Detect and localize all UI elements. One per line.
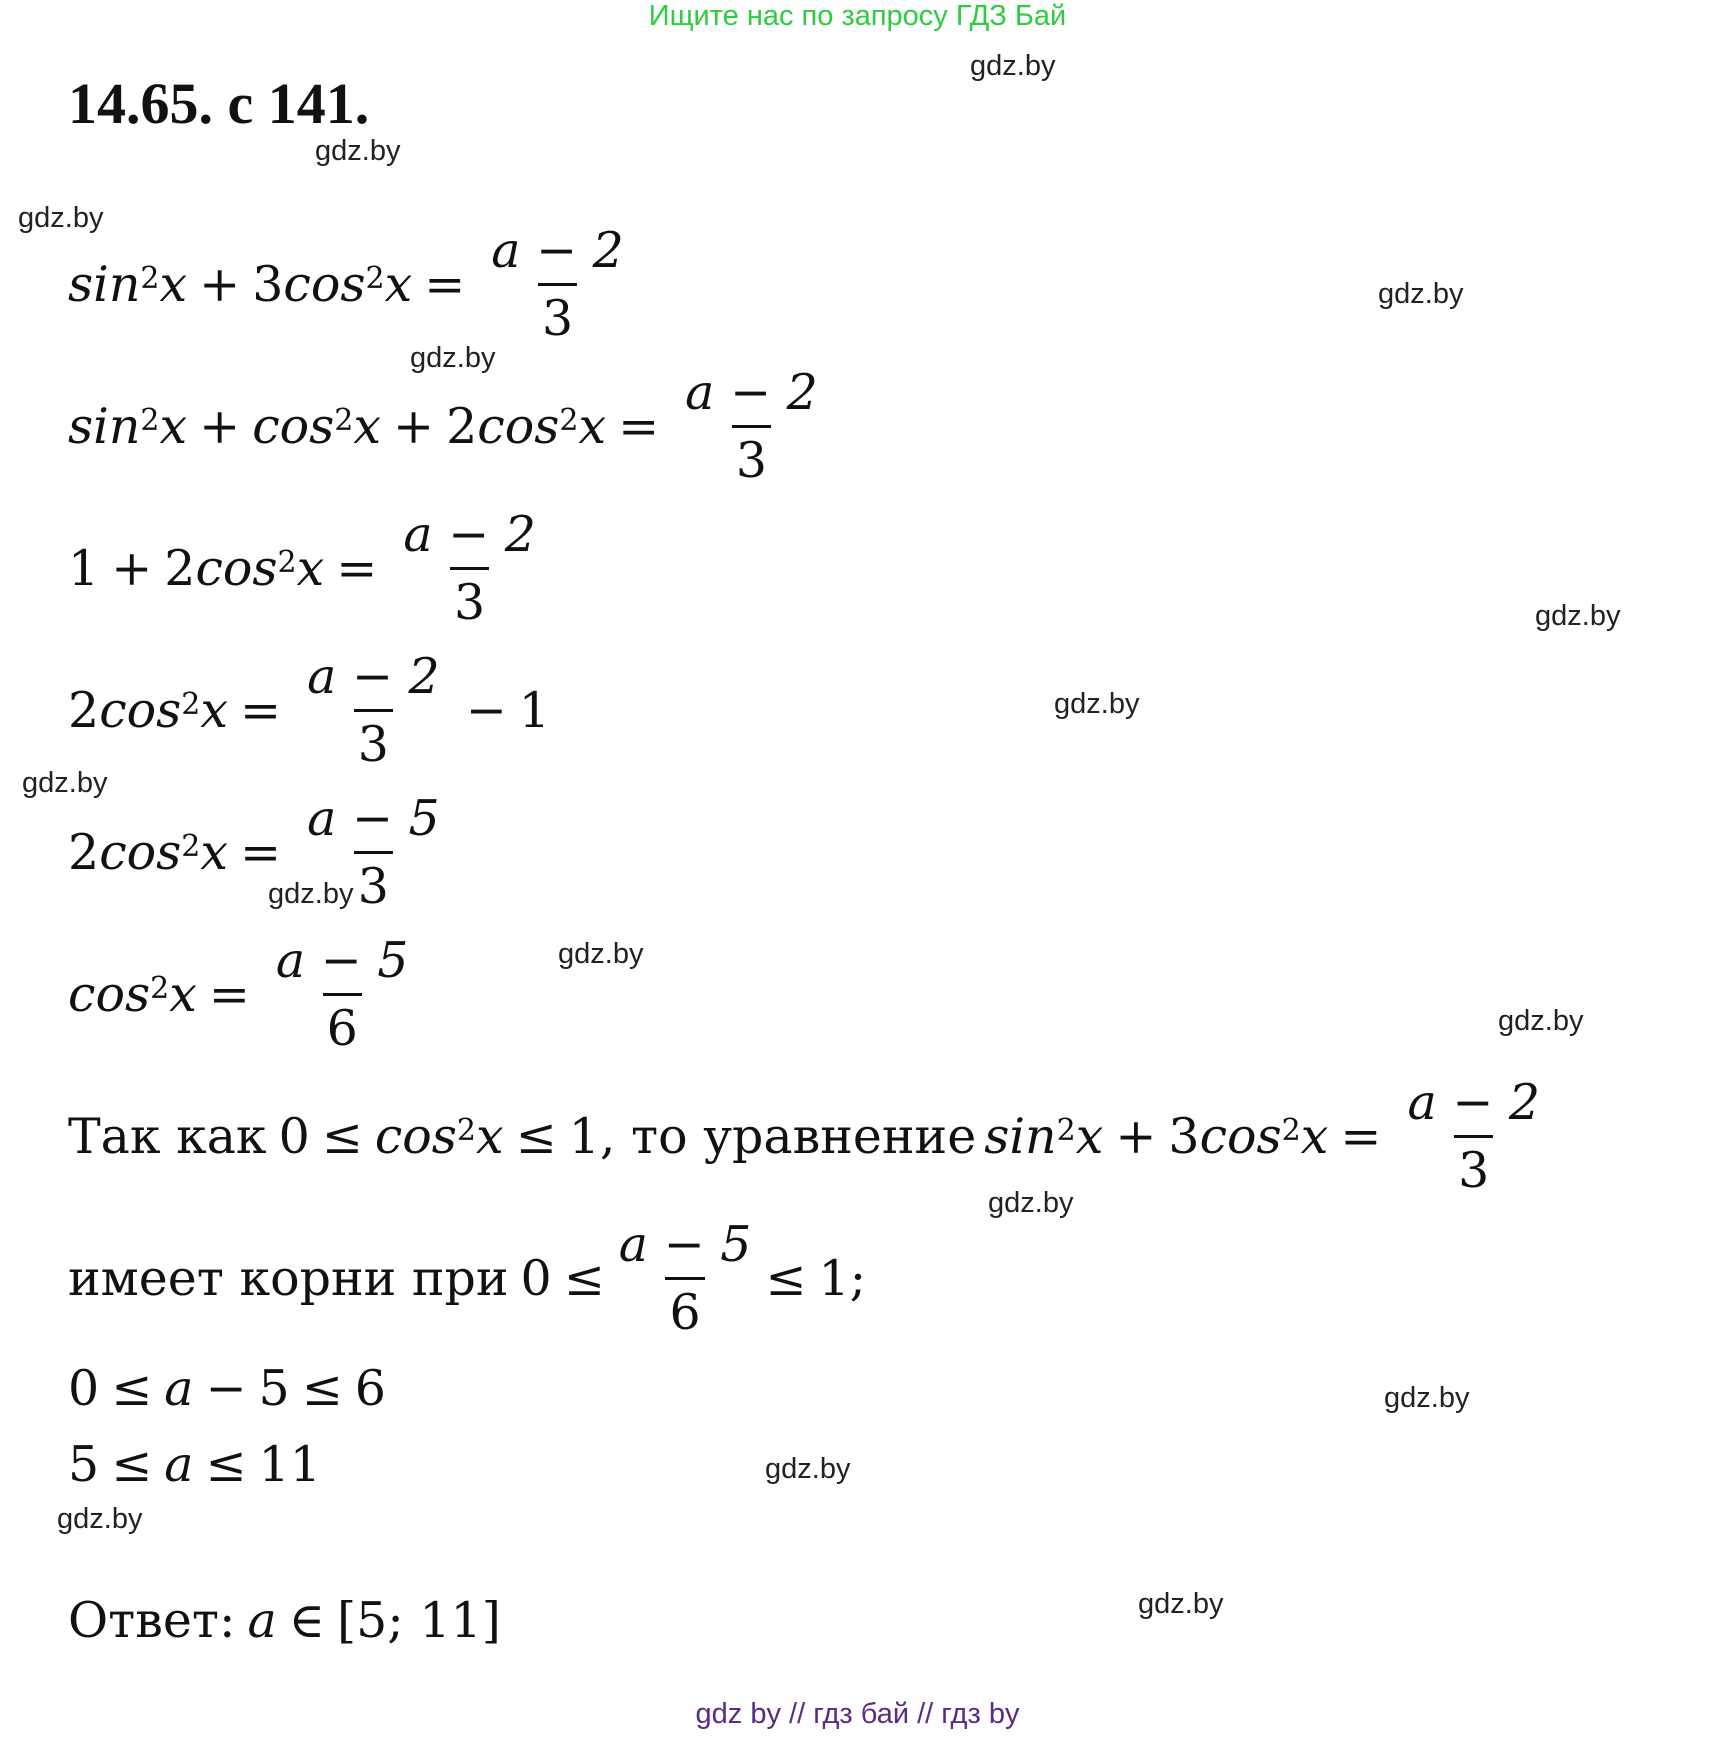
variable-x: x	[159, 256, 188, 313]
variable-x: x	[1300, 1108, 1329, 1165]
cos-term: cos	[1199, 1108, 1282, 1165]
footer-links: gdz by // гдз бай // гдз by	[695, 1698, 1020, 1730]
fraction-numerator: a − 2	[307, 648, 440, 705]
plus-sign: +	[393, 398, 435, 455]
watermark: gdz.by	[1535, 600, 1621, 632]
number: 1	[68, 540, 100, 597]
leq-sign: ≤	[111, 1360, 153, 1417]
watermark: gdz.by	[1054, 688, 1140, 720]
equals-sign: =	[1340, 1108, 1382, 1165]
equation-line-4	[68, 648, 550, 773]
exponent: 2	[181, 686, 201, 722]
fraction-numerator: a − 5	[275, 932, 409, 989]
fraction-denominator: 3	[354, 851, 393, 911]
exponent: 2	[456, 1112, 476, 1148]
equals-sign: =	[618, 398, 660, 455]
equation-line-3	[68, 506, 550, 631]
variable-x: x	[169, 966, 197, 1023]
cos-term: cos	[99, 824, 182, 881]
number: 6	[354, 1360, 386, 1417]
explanation-text: Так как	[68, 1108, 267, 1165]
fraction	[487, 222, 628, 347]
exponent: 2	[1056, 1112, 1076, 1148]
plus-sign: +	[199, 398, 241, 455]
watermark: gdz.by	[970, 50, 1056, 82]
variable-a: a	[247, 1592, 277, 1649]
fraction	[615, 1216, 756, 1341]
fraction	[303, 790, 444, 915]
leq-sign: ≤	[563, 1250, 605, 1307]
cos-term: cos	[283, 256, 366, 313]
watermark: gdz.by	[268, 878, 354, 910]
watermark: gdz.by	[22, 767, 108, 799]
exponent: 2	[140, 260, 160, 296]
variable-x: x	[200, 682, 229, 739]
watermark: gdz.by	[558, 938, 644, 970]
fraction	[303, 648, 444, 773]
minus-sign: −	[465, 682, 507, 739]
plus-sign: +	[111, 540, 153, 597]
watermark: gdz.by	[1384, 1382, 1470, 1414]
variable-x: x	[159, 398, 188, 455]
fraction-denominator: 6	[323, 993, 362, 1053]
exponent: 2	[334, 402, 354, 438]
search-banner: Ищите нас по запросу ГДЗ Бай	[648, 0, 1067, 32]
cos-term: cos	[195, 540, 278, 597]
punctuation: ;	[849, 1250, 867, 1307]
fraction-numerator: a − 2	[491, 222, 624, 279]
leq-sign: ≤	[765, 1250, 807, 1307]
fraction-numerator: a − 2	[1407, 1074, 1541, 1131]
coefficient: 2	[164, 540, 196, 597]
fraction-denominator: 3	[732, 425, 771, 485]
element-of-sign: ∈	[288, 1592, 325, 1649]
cos-term: cos	[477, 398, 560, 455]
cos-term: cos	[252, 398, 335, 455]
watermark: gdz.by	[1498, 1005, 1584, 1037]
exponent: 2	[365, 260, 385, 296]
variable-x: x	[476, 1108, 504, 1165]
number: 1	[818, 1250, 850, 1307]
number: 0	[68, 1360, 100, 1417]
equation-line-5	[68, 790, 454, 915]
fraction-numerator: a − 5	[307, 790, 440, 847]
number: 11	[258, 1436, 321, 1493]
watermark: gdz.by	[765, 1453, 851, 1485]
watermark: gdz.by	[315, 135, 401, 167]
cos-term: cos	[374, 1108, 457, 1165]
leq-sign: ≤	[111, 1436, 153, 1493]
exponent: 2	[150, 970, 170, 1006]
exponent: 2	[140, 402, 160, 438]
variable-x: x	[296, 540, 325, 597]
watermark: gdz.by	[1138, 1588, 1224, 1620]
number: 5	[68, 1436, 100, 1493]
number: 0	[278, 1108, 310, 1165]
variable-x: x	[1075, 1108, 1104, 1165]
fraction	[272, 932, 413, 1057]
variable-x: x	[200, 824, 229, 881]
watermark: gdz.by	[988, 1187, 1074, 1219]
number: 0	[520, 1250, 552, 1307]
fraction-numerator: a − 2	[403, 506, 536, 563]
answer-label: Ответ:	[68, 1592, 236, 1649]
variable-x: x	[353, 398, 382, 455]
leq-sign: ≤	[321, 1108, 363, 1165]
fraction-denominator: 3	[1454, 1135, 1493, 1195]
watermark: gdz.by	[410, 342, 496, 374]
variable-x: x	[384, 256, 413, 313]
cos-term: cos	[99, 682, 182, 739]
coefficient: 2	[68, 824, 100, 881]
inequality-line-2	[68, 1436, 321, 1493]
inequality-line-1	[68, 1360, 386, 1417]
exponent: 2	[277, 544, 297, 580]
coefficient: 2	[68, 682, 100, 739]
fraction	[681, 364, 822, 489]
leq-sign: ≤	[205, 1436, 247, 1493]
problem-title: 14.65. с 141.	[68, 71, 370, 136]
watermark: gdz.by	[57, 1503, 143, 1535]
equals-sign: =	[240, 824, 282, 881]
fraction-numerator: a − 5	[618, 1216, 752, 1273]
fraction	[1403, 1074, 1544, 1199]
explanation-line	[68, 1074, 1554, 1199]
exponent: 2	[1281, 1112, 1301, 1148]
equals-sign: =	[208, 966, 250, 1023]
fraction-denominator: 6	[665, 1277, 704, 1337]
variable-a: a	[164, 1360, 194, 1417]
exponent: 2	[559, 402, 579, 438]
equals-sign: =	[336, 540, 378, 597]
cos-term: cos	[68, 966, 151, 1023]
answer-line	[68, 1592, 501, 1649]
fraction	[399, 506, 540, 631]
leq-sign: ≤	[515, 1108, 557, 1165]
plus-sign: +	[199, 256, 241, 313]
exponent: 2	[181, 828, 201, 864]
fraction-denominator: 3	[538, 283, 577, 343]
watermark: gdz.by	[1378, 278, 1464, 310]
variable-x: x	[578, 398, 607, 455]
leq-sign: ≤	[301, 1360, 343, 1417]
explanation-text: , то уравнение	[599, 1108, 977, 1165]
sin-term: sin	[68, 256, 141, 313]
fraction-denominator: 3	[354, 709, 393, 769]
number: 1	[518, 682, 550, 739]
fraction-numerator: a − 2	[685, 364, 818, 421]
coefficient: 2	[446, 398, 478, 455]
equals-sign: =	[424, 256, 466, 313]
coefficient: 3	[252, 256, 284, 313]
fraction-denominator: 3	[450, 567, 489, 627]
coefficient: 3	[1168, 1108, 1200, 1165]
equation-line-2	[68, 364, 832, 489]
sin-term: sin	[68, 398, 141, 455]
minus-sign: −	[205, 1360, 247, 1417]
explanation-text: имеет корни при	[68, 1250, 509, 1307]
number: 1	[568, 1108, 600, 1165]
sin-term: sin	[984, 1108, 1057, 1165]
watermark: gdz.by	[18, 202, 104, 234]
condition-line	[68, 1216, 867, 1341]
equation-line-1	[68, 222, 638, 347]
number: 5	[258, 1360, 290, 1417]
equation-line-6	[68, 932, 423, 1057]
equals-sign: =	[240, 682, 282, 739]
variable-a: a	[164, 1436, 194, 1493]
plus-sign: +	[1115, 1108, 1157, 1165]
answer-interval: [5; 11]	[336, 1592, 501, 1649]
